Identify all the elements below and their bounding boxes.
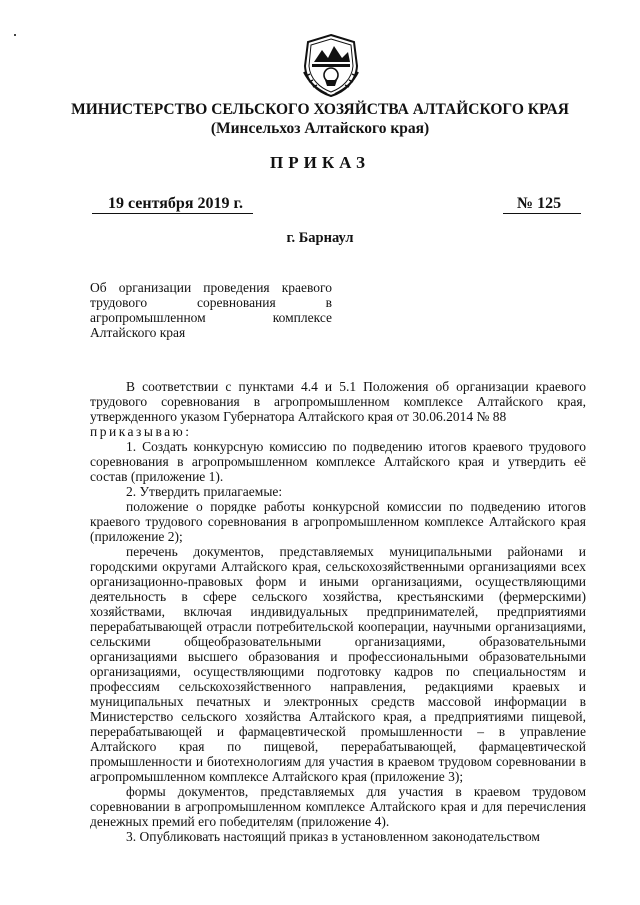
scan-speck [14,34,16,36]
clause-2-document-list: перечень документов, представляемых муниципальными районами и городскими округами Алтайского края, сельскохозяйственными организациями всех организационно-правовых форм и иными организациями, осуществляющими деятельность в сфере сельского хозяйства, крестьянскими (фермерскими) хозяйствами, включая индивидуальных предпринимателей, предприятиями перерабатывающей отрасли потребительской кооперации, научными организациями, сельскими общеобразовательными организациями, образовательными организациями высшего образования и профессиональными образовательными организациями, осуществляющими подготовку кадров по специальностям и профессиям сельскохозяйственного направления, редакциями краевых и муниципальных печатных и электронных средств массовой информации в Министерство сельского хозяйства Алтайского края, а предприятиями пищевой, перерабатывающей и фармацевтической промышленности – в управление Алтайского края по пищевой, перерабатывающей, фармацевтической промышленности и биотехнологиям для участия в краевом трудовом соревновании в агропромышленном комплексе Алтайского края (приложение 3); [90,544,586,784]
clause-1: 1. Создать конкурсную комиссию по подведению итогов краевого трудового соревнования в агропромышленном комплексе Алтайского края и утвердить её состав (приложение 1). [90,439,586,484]
preamble: В соответствии с пунктами 4.4 и 5.1 Положения об организации краевого трудового соревнования в агропромышленном комплексе Алтайского края, утвержденного указом Губернатора Алтайского края от 30.06.2014 № 88 [90,379,586,424]
order-number: № 125 [503,195,581,214]
clause-3: 3. Опубликовать настоящий приказ в установленном законодательством [126,829,540,844]
ministry-header [0,100,640,138]
order-body [90,379,586,844]
clause-2: 2. Утвердить прилагаемые: [126,484,283,499]
order-city: г. Барнаул [286,230,354,246]
coat-of-arms-icon [300,32,362,98]
order-subject: Об организации проведения краевого трудового соревнования в агропромышленном комплексе Алтайского края [90,280,332,340]
clause-2-regulation: положение о порядке работы конкурсной комиссии по подведению итогов краевого трудового соревнования в агропромышленном комплексе Алтайского края (приложение 2); [90,499,586,544]
order-title: ПРИКАЗ [270,153,370,172]
order-word: приказываю: [90,424,192,439]
ministry-short-name: (Минсельхоз Алтайского края) [210,120,430,137]
order-date: 19 сентября 2019 г. [92,195,253,214]
clause-2-forms: формы документов, представляемых для участия в краевом трудовом соревновании в агропромышленном комплексе Алтайского края и для перечисления денежных премий его победителям (приложение 4). [90,784,586,829]
ministry-name: МИНИСТЕРСТВО СЕЛЬСКОГО ХОЗЯЙСТВА АЛТАЙСКОГО КРАЯ [71,101,569,118]
